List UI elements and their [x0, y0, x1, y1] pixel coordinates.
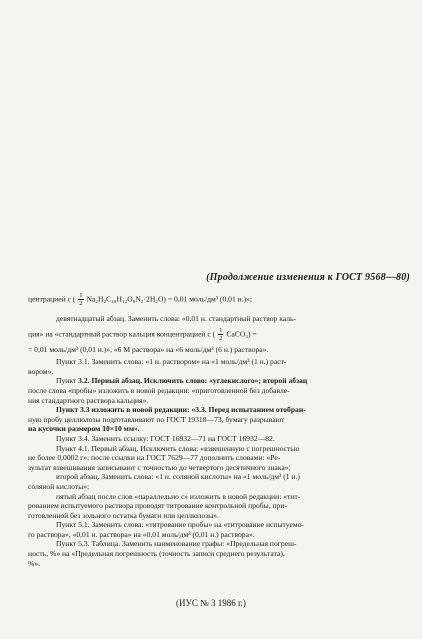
- text-line: Пункт 4.1. Первый абзац. Исключить слова: «взвешенную с погрешностью: [56, 443, 300, 453]
- fraction-numerator: 1: [79, 292, 83, 299]
- text-line: Пункт 5.3. Таблица. Заменить наименование графы: «Предельная погреш-: [56, 539, 297, 549]
- text-line: ность, %» на «Предельная погрешность (точность записи среднего результата),: [28, 549, 285, 559]
- text-line: соляной кислоты»;: [28, 481, 90, 491]
- text-line: пятый абзац после слов «параллельно с» изложить в новой редакции: «тит-: [56, 491, 301, 501]
- fraction: [218, 327, 223, 342]
- text-line: Пункт 3.4. Заменить ссылку: ГОСТ 16932—71 на ГОСТ 16932—82.: [56, 433, 275, 443]
- text-line: не более 0,0002 г»; после ссылки на ГОСТ 7629—77 дополнить словами: «Ре-: [28, 453, 281, 463]
- text-line: [28, 376, 412, 386]
- text-line: рованием испытуемого раствора проводят титрование контрольной пробы, при-: [28, 501, 288, 511]
- text-line: Пункт 5.1. Заменить слова: «титрование пробы» на «титрование испытуемо-: [56, 520, 304, 530]
- text-fragment: Пункт: [56, 376, 79, 386]
- text-line: ния стандартного раствора кальция».: [28, 395, 149, 405]
- document-body: [28, 292, 412, 568]
- text-line: на кусочки размером 10×10 мм».: [28, 424, 140, 434]
- text-line: готовленной без зольного остатка бумаги или целлюлозы».: [28, 510, 219, 520]
- text-fragment: CaCO₃) =: [226, 328, 257, 338]
- text-line: = 0,01 моль/дм³ (0,01 н.)», «6 М раствора» на «6 моль/дм³ (6 н.) раствора».: [28, 344, 269, 354]
- fraction: [78, 292, 83, 307]
- text-line: Пункт 3.3 изложить в новой редакции: «3.3. Перед испытанием отобран-: [56, 405, 306, 415]
- text-line: второй абзац. Заменить слова: «1 н. соляной кислоты» на «1 моль/дм³ (1 н.): [56, 472, 300, 482]
- text-line: %».: [28, 558, 41, 568]
- text-line: го раствора», «0,01 н. раствора» на «0,01 моль/дм³ (0,01 н.) раствора».: [28, 529, 255, 539]
- text-line: девятнадцатый абзац. Заменить слова: «0,01 н. стандартный раствор каль-: [56, 314, 297, 323]
- text-fragment: ция» на «стандартный раствор кальция концентрацией с (: [28, 328, 216, 338]
- publication-footer: (ИУС № 3 1986 г.): [176, 598, 246, 608]
- text-fragment: Na₂H₂C₁₀H₁₂O₈N₂·2H₂O) = 0,01 моль/дм³ (0,01 н.)»;: [86, 294, 253, 304]
- fraction-denominator: 2: [219, 334, 223, 342]
- text-line: ную пробу целлюлозы подготавливают по ГОСТ 19318—73, бумагу разрывают: [28, 414, 285, 424]
- text-line: после слова «пробы» изложить в новой редакции: «приготовленной без добавле-: [28, 385, 290, 395]
- text-line: [28, 292, 412, 307]
- text-line: Пункт 3.1. Заменить слова: «1 н. раствором» на «1 моль/дм³ (1 н.) раст-: [56, 357, 287, 367]
- fraction-denominator: 2: [79, 300, 83, 307]
- fraction-numerator: 1: [219, 326, 223, 334]
- text-line: зультат взвешивания записывают с точностью до четвертого десятичного знака»;: [28, 462, 291, 472]
- text-fragment: 3.2. Первый абзац. Исключить слово: «углекислого»; второй абзац: [78, 376, 308, 386]
- text-line: вором».: [28, 366, 54, 376]
- text-fragment: центрацией с (: [28, 294, 76, 304]
- text-line: [28, 327, 412, 342]
- continuation-header: (Продолжение изменения к ГОСТ 9568—80): [206, 272, 410, 283]
